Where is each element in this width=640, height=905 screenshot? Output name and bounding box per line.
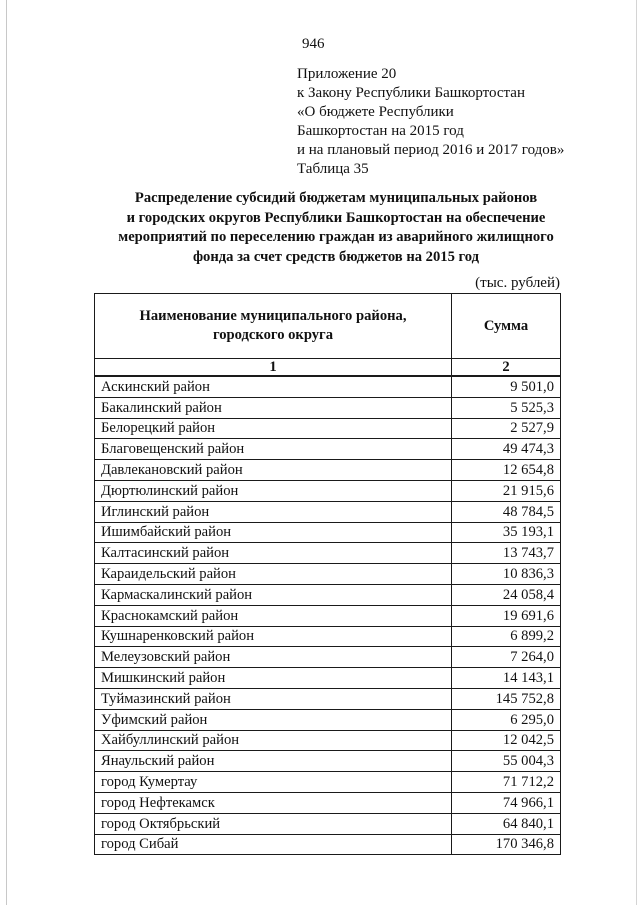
column-number-1: 1 bbox=[95, 359, 452, 377]
municipality-name-cell: Аскинский район bbox=[95, 376, 452, 397]
municipality-name-cell: город Октябрьский bbox=[95, 813, 452, 834]
units-label: (тыс. рублей) bbox=[475, 275, 560, 291]
amount-cell: 64 840,1 bbox=[452, 813, 561, 834]
column-header-sum: Сумма bbox=[452, 294, 561, 359]
appendix-line: «О бюджете Республики bbox=[297, 104, 454, 120]
amount-cell: 74 966,1 bbox=[452, 792, 561, 813]
municipality-name-cell: Кушнаренковский район bbox=[95, 626, 452, 647]
column-number-row bbox=[95, 359, 561, 377]
amount-cell: 145 752,8 bbox=[452, 688, 561, 709]
municipality-name-cell: Уфимский район bbox=[95, 709, 452, 730]
title-line: фонда за счет средств бюджетов на 2015 год bbox=[192, 248, 480, 265]
municipality-name-cell: Давлекановский район bbox=[95, 460, 452, 481]
municipality-name-cell: Мишкинский район bbox=[95, 668, 452, 689]
amount-cell: 55 004,3 bbox=[452, 751, 561, 772]
appendix-line: к Закону Республики Башкортостан bbox=[297, 85, 525, 101]
municipality-name-cell: город Нефтекамск bbox=[95, 792, 452, 813]
table-row bbox=[95, 813, 561, 834]
appendix-table-number: Таблица 35 bbox=[297, 161, 369, 177]
column-header-name-line1: Наименование муниципального района, bbox=[139, 308, 407, 324]
table-row bbox=[95, 522, 561, 543]
amount-cell: 48 784,5 bbox=[452, 501, 561, 522]
municipality-name-cell: Караидельский район bbox=[95, 564, 452, 585]
table-row bbox=[95, 626, 561, 647]
amount-cell: 9 501,0 bbox=[452, 376, 561, 397]
amount-cell: 6 899,2 bbox=[452, 626, 561, 647]
amount-cell: 24 058,4 bbox=[452, 584, 561, 605]
amount-cell: 5 525,3 bbox=[452, 397, 561, 418]
table-row bbox=[95, 792, 561, 813]
document-title bbox=[96, 189, 576, 267]
municipality-name-cell: Краснокамский район bbox=[95, 605, 452, 626]
amount-cell: 170 346,8 bbox=[452, 834, 561, 855]
table-row bbox=[95, 397, 561, 418]
page-right-edge bbox=[636, 0, 637, 905]
page-number: 946 bbox=[302, 36, 325, 52]
municipality-name-cell: Кармаскалинский район bbox=[95, 584, 452, 605]
amount-cell: 21 915,6 bbox=[452, 480, 561, 501]
municipality-name-cell: Иглинский район bbox=[95, 501, 452, 522]
municipality-name-cell: город Кумертау bbox=[95, 772, 452, 793]
table-row bbox=[95, 543, 561, 564]
municipality-name-cell: Дюртюлинский район bbox=[95, 480, 452, 501]
amount-cell: 49 474,3 bbox=[452, 439, 561, 460]
table-row bbox=[95, 564, 561, 585]
municipality-name-cell: Янаульский район bbox=[95, 751, 452, 772]
table-row bbox=[95, 834, 561, 855]
page-left-edge bbox=[6, 0, 7, 905]
appendix-line: Приложение 20 bbox=[297, 66, 397, 82]
table-row bbox=[95, 647, 561, 668]
amount-cell: 2 527,9 bbox=[452, 418, 561, 439]
amount-cell: 6 295,0 bbox=[452, 709, 561, 730]
table-row bbox=[95, 480, 561, 501]
title-line: мероприятий по переселению граждан из аварийного жилищного bbox=[118, 229, 554, 245]
municipality-name-cell: Благовещенский район bbox=[95, 439, 452, 460]
municipality-name-cell: Бакалинский район bbox=[95, 397, 452, 418]
table-row bbox=[95, 709, 561, 730]
amount-cell: 10 836,3 bbox=[452, 564, 561, 585]
table-row bbox=[95, 772, 561, 793]
table-row bbox=[95, 668, 561, 689]
table-row bbox=[95, 751, 561, 772]
amount-cell: 12 042,5 bbox=[452, 730, 561, 751]
title-line: Распределение субсидий бюджетам муниципальных районов bbox=[134, 190, 538, 206]
appendix-line: Башкортостан на 2015 год bbox=[297, 123, 464, 139]
subsidy-table bbox=[94, 293, 561, 855]
column-header-name-line2: городского округа bbox=[213, 327, 333, 343]
title-line: и городских округов Республики Башкортостан на обеспечение bbox=[126, 209, 546, 226]
table-row bbox=[95, 376, 561, 397]
municipality-name-cell: Ишимбайский район bbox=[95, 522, 452, 543]
table-row bbox=[95, 460, 561, 481]
amount-cell: 14 143,1 bbox=[452, 668, 561, 689]
amount-cell: 35 193,1 bbox=[452, 522, 561, 543]
municipality-name-cell: Мелеузовский район bbox=[95, 647, 452, 668]
municipality-name-cell: Туймазинский район bbox=[95, 688, 452, 709]
table-header-row bbox=[95, 294, 561, 359]
table-row bbox=[95, 730, 561, 751]
appendix-line: и на плановый период 2016 и 2017 годов» bbox=[297, 142, 565, 158]
amount-cell: 12 654,8 bbox=[452, 460, 561, 481]
column-number-2: 2 bbox=[452, 359, 561, 377]
appendix-heading bbox=[297, 65, 564, 179]
column-header-name bbox=[95, 294, 452, 359]
amount-cell: 7 264,0 bbox=[452, 647, 561, 668]
table-row bbox=[95, 501, 561, 522]
table-row bbox=[95, 605, 561, 626]
amount-cell: 19 691,6 bbox=[452, 605, 561, 626]
municipality-name-cell: Калтасинский район bbox=[95, 543, 452, 564]
municipality-name-cell: Белорецкий район bbox=[95, 418, 452, 439]
table-row bbox=[95, 439, 561, 460]
amount-cell: 13 743,7 bbox=[452, 543, 561, 564]
table-body bbox=[95, 376, 561, 855]
table-row bbox=[95, 688, 561, 709]
amount-cell: 71 712,2 bbox=[452, 772, 561, 793]
table-row bbox=[95, 584, 561, 605]
municipality-name-cell: город Сибай bbox=[95, 834, 452, 855]
municipality-name-cell: Хайбуллинский район bbox=[95, 730, 452, 751]
table-row bbox=[95, 418, 561, 439]
